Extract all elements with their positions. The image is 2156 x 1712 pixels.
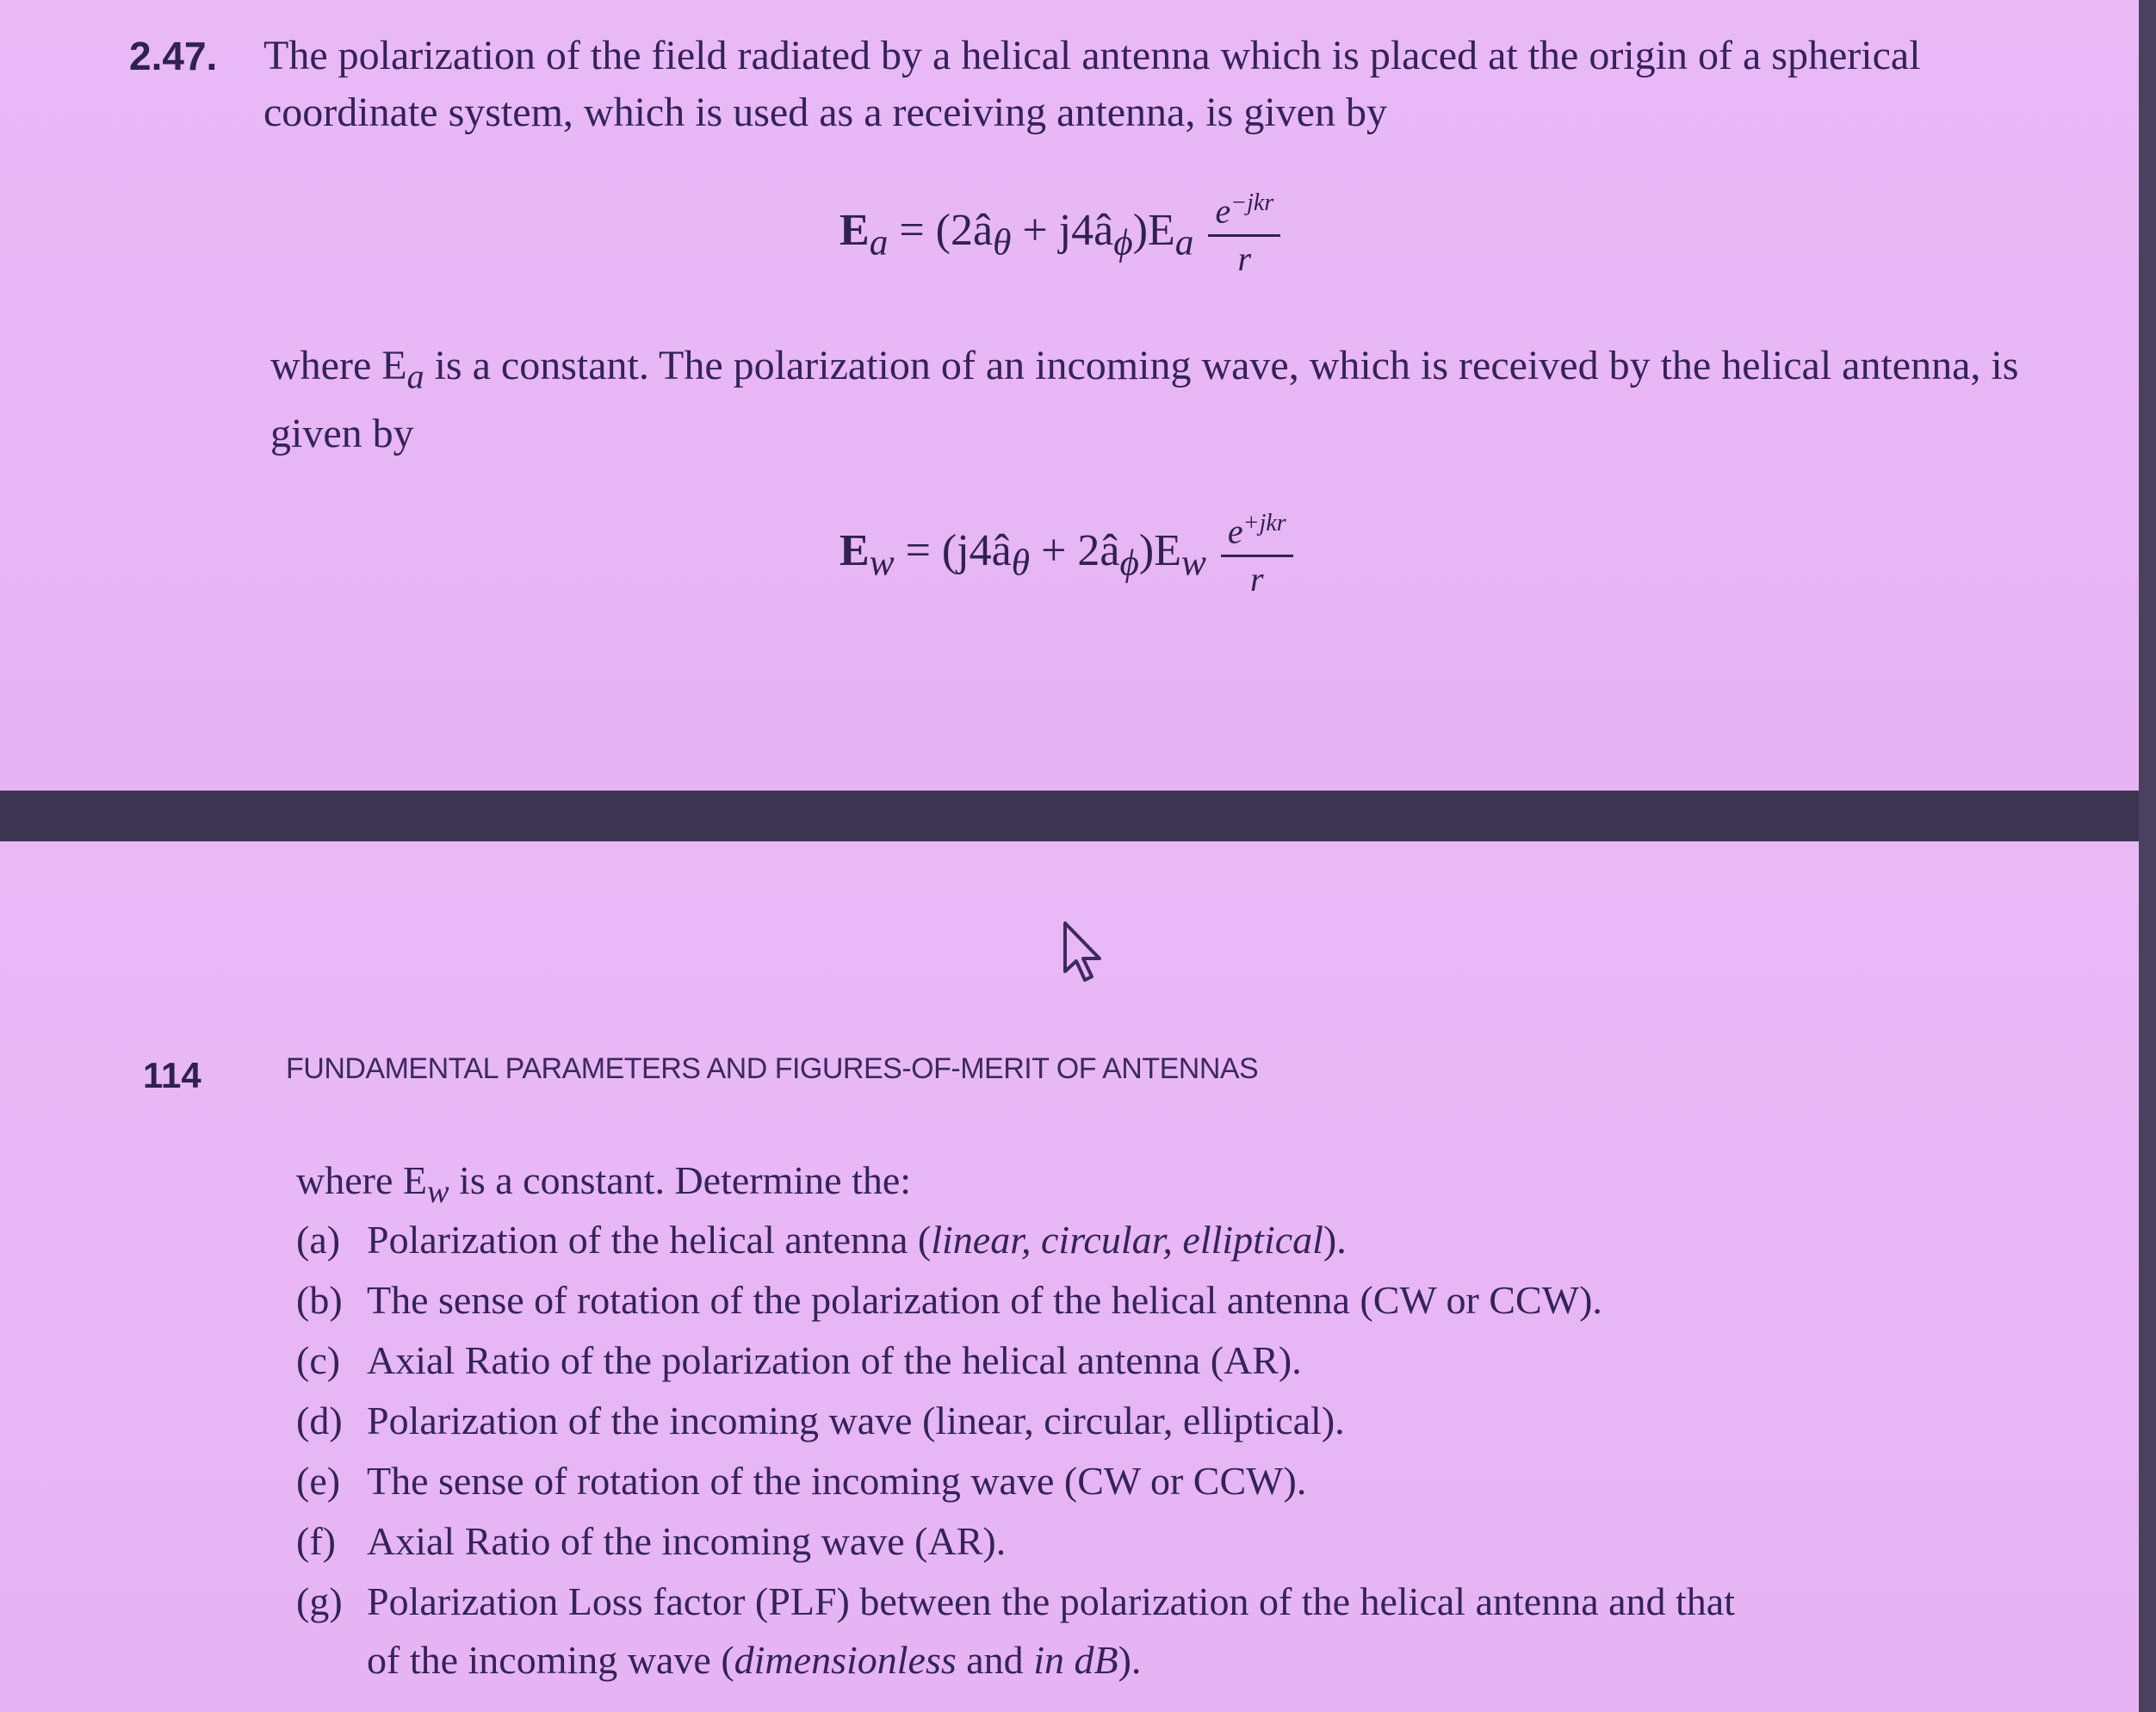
textbook-page-top — [0, 0, 2139, 791]
eq1-rhs: = (2â — [888, 206, 994, 256]
item-g-label: (g) — [296, 1579, 343, 1623]
item-g-mid: and — [956, 1638, 1034, 1682]
list-item-g — [296, 1572, 2044, 1690]
eq1-den: r — [1237, 239, 1252, 279]
item-f-text: Axial Ratio of the incoming wave (AR). — [367, 1519, 1007, 1563]
cont-text-sub: w — [426, 1174, 449, 1211]
item-d-text: Polarization of the incoming wave (linear, circular, elliptical). — [367, 1399, 1345, 1442]
eq2-fraction — [1221, 510, 1293, 599]
cont-text-2: is a constant. Determine the: — [449, 1158, 912, 1202]
item-e-label: (e) — [296, 1459, 341, 1503]
eq2-close: )E — [1138, 526, 1181, 576]
item-c-label: (c) — [296, 1338, 341, 1382]
mid-text-2: is a constant. The polarization of an incoming wave, which is received by the helical antenna, is given by — [270, 343, 2019, 456]
page-edge-divider — [2139, 0, 2156, 1712]
eq1-fraction — [1208, 189, 1280, 279]
eq1-theta: θ — [993, 221, 1012, 264]
equation-ew — [839, 510, 1293, 599]
running-head: FUNDAMENTAL PARAMETERS AND FIGURES-OF-MERIT OF ANTENNAS — [286, 1052, 1259, 1085]
eq1-const-sub: a — [1174, 221, 1194, 264]
item-f-label: (f) — [296, 1519, 336, 1563]
problem-number: 2.47. — [129, 34, 218, 78]
list-item-c — [296, 1331, 2044, 1390]
eq2-exp: +jkr — [1242, 510, 1286, 537]
mouse-cursor-icon — [1062, 920, 1108, 985]
item-g-italic2: in dB — [1033, 1638, 1118, 1682]
mid-text-sub: a — [406, 357, 424, 396]
eq1-close: )E — [1132, 206, 1175, 256]
item-g-line2: of the incoming wave ( — [367, 1638, 734, 1682]
item-b-text: The sense of rotation of the polarization of the helical antenna (CW or CCW). — [367, 1278, 1602, 1322]
item-g-italic1: dimensionless — [734, 1638, 957, 1682]
item-a-italic: linear, circular, elliptical — [931, 1218, 1323, 1262]
cont-text-1: where E — [296, 1158, 427, 1202]
item-c-text: Axial Ratio of the polarization of the helical antenna (AR). — [367, 1338, 1302, 1382]
eq2-phi: ϕ — [1119, 542, 1139, 584]
list-item-a — [296, 1211, 2044, 1269]
eq2-const-sub: w — [1181, 542, 1206, 584]
problem-middle-text — [270, 338, 2087, 462]
list-item-b — [296, 1271, 2044, 1330]
list-item-f — [296, 1512, 2044, 1571]
eq2-rhs: = (j4â — [894, 526, 1012, 576]
eq2-den: r — [1250, 560, 1264, 599]
item-g-text: Polarization Loss factor (PLF) between the polarization of the helical antenna and that — [367, 1579, 1735, 1623]
item-a-label: (a) — [296, 1218, 341, 1262]
item-a-tail: ). — [1323, 1218, 1347, 1262]
list-item-e — [296, 1452, 2044, 1510]
item-d-label: (d) — [296, 1399, 343, 1442]
eq1-exp: −jkr — [1230, 189, 1274, 216]
list-item-d — [296, 1392, 2044, 1450]
item-a-text: Polarization of the helical antenna ( — [367, 1218, 932, 1262]
item-g-tail: ). — [1118, 1638, 1142, 1682]
item-e-text: The sense of rotation of the incoming wave (CW or CCW). — [367, 1459, 1307, 1503]
eq2-lhs: E — [839, 526, 870, 576]
mid-text-1: where E — [270, 343, 407, 388]
problem-intro: The polarization of the field radiated by a helical antenna which is placed at the origin of a spherical coordinate system, which is used as a receiving antenna, is given by — [263, 33, 1921, 135]
item-b-label: (b) — [296, 1278, 343, 1322]
eq2-lhs-sub: w — [869, 542, 895, 584]
eq1-lhs-sub: a — [869, 221, 889, 264]
eq2-theta: θ — [1011, 542, 1031, 584]
eq2-num: e — [1227, 512, 1243, 551]
eq2-plus: + 2â — [1030, 526, 1120, 576]
eq1-phi: ϕ — [1113, 221, 1133, 264]
equation-ea — [839, 189, 1280, 279]
eq1-lhs: E — [839, 206, 870, 256]
eq1-num: e — [1215, 191, 1231, 231]
page-number: 114 — [143, 1055, 201, 1095]
eq1-plus: + j4â — [1011, 206, 1114, 256]
item-g-continuation — [296, 1631, 2044, 1690]
